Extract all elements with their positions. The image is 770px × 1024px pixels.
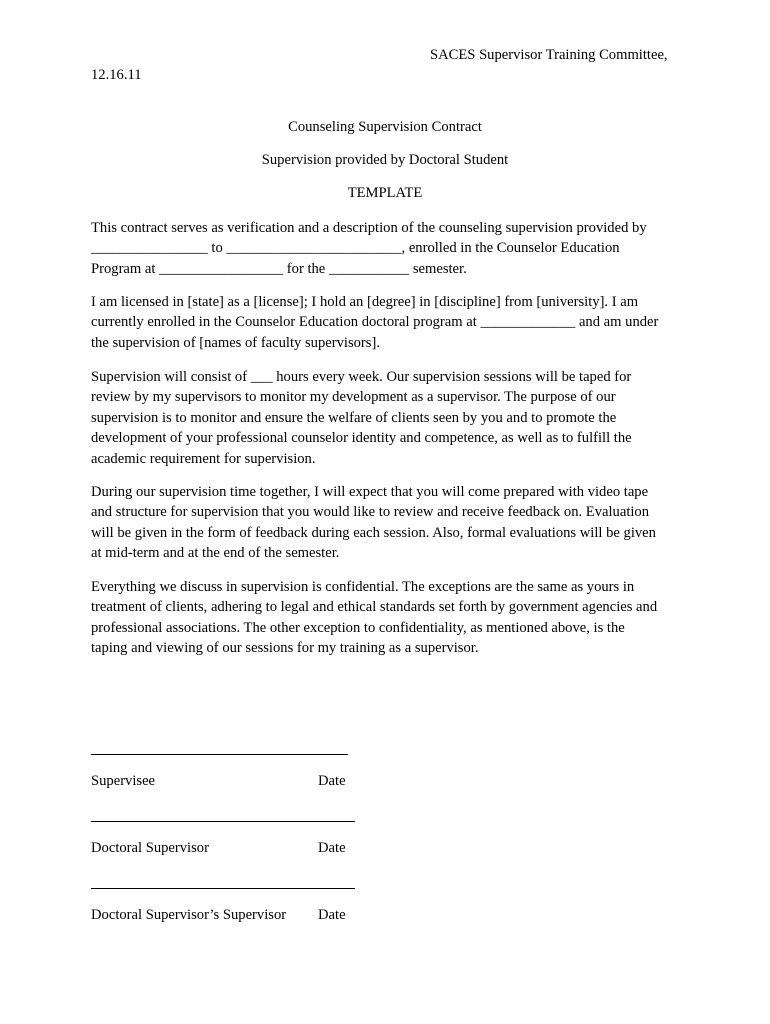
contract-subtitle: Supervision provided by Doctoral Student: [261, 152, 509, 168]
doctoral-supervisor-label: Doctoral Supervisor: [91, 840, 209, 856]
paragraph-line: Program at _________________ for the ___________ semester.: [91, 260, 467, 277]
paragraph-line: Everything we discuss in supervision is confidential. The exceptions are the same as yours in: [91, 579, 635, 595]
contract-title: Counseling Supervision Contract: [288, 119, 482, 135]
paragraph-line: supervision is to monitor and ensure the welfare of clients seen by you and to promote the: [91, 409, 617, 426]
paragraph-line: professional associations. The other exception to confidentiality, as mentioned above, is the: [91, 619, 625, 636]
paragraph-confidentiality: [91, 577, 691, 659]
doctoral-supervisor-date-label: Date: [318, 840, 346, 856]
paragraph-line: treatment of clients, adhering to legal and ethical standards set forth by government agencies and: [91, 599, 658, 616]
supervisee-signature-line[interactable]: [91, 754, 348, 755]
supervisee-label: Supervisee: [91, 773, 156, 789]
paragraph-line: currently enrolled in the Counselor Education doctoral program at _____________ and am under: [91, 314, 659, 331]
paragraph-verification: [91, 218, 691, 279]
paragraph-line: the supervision of [names of faculty supervisors].: [91, 334, 380, 351]
paragraph-line: Supervision will consist of ___ hours every week. Our supervision sessions will be taped for: [91, 369, 632, 385]
paragraph-line: will be given in the form of feedback during each session. Also, formal evaluations will be given: [91, 524, 656, 541]
paragraph-supervision-schedule: [91, 367, 691, 469]
template-label: TEMPLATE: [347, 185, 423, 201]
paragraph-expectations: [91, 482, 691, 564]
paragraph-line: review by my supervisors to monitor my development as a supervisor. The purpose of our: [91, 389, 616, 406]
paragraph-line: taping and viewing of our sessions for my training as a supervisor.: [91, 640, 479, 657]
paragraph-line: development of your professional counselor identity and competence, as well as to fulfill the: [91, 430, 632, 447]
paragraph-line: ________________ to ________________________, enrolled in the Counselor Education: [91, 240, 620, 257]
paragraph-credentials: [91, 292, 691, 353]
paragraph-line: and structure for supervision that you would like to review and receive feedback on. Evaluation: [91, 504, 650, 521]
faculty-supervisor-signature-line[interactable]: [91, 888, 355, 889]
doctoral-supervisor-signature-line[interactable]: [91, 821, 355, 822]
paragraph-line: This contract serves as verification and a description of the counseling supervision provided by: [91, 220, 647, 236]
paragraph-line: During our supervision time together, I will expect that you will come prepared with video tape: [91, 484, 649, 500]
supervisee-date-label: Date: [318, 773, 346, 789]
paragraph-line: at mid-term and at the end of the semester.: [91, 545, 340, 562]
faculty-supervisor-label: Doctoral Supervisor’s Supervisor: [91, 907, 287, 923]
paragraph-line: I am licensed in [state] as a [license]; I hold an [degree] in [discipline] from [university]. I am: [91, 294, 639, 310]
faculty-supervisor-date-label: Date: [318, 907, 346, 923]
committee-heading: SACES Supervisor Training Committee,: [430, 47, 668, 63]
document-date: 12.16.11: [91, 67, 142, 83]
paragraph-line: academic requirement for supervision.: [91, 450, 316, 467]
